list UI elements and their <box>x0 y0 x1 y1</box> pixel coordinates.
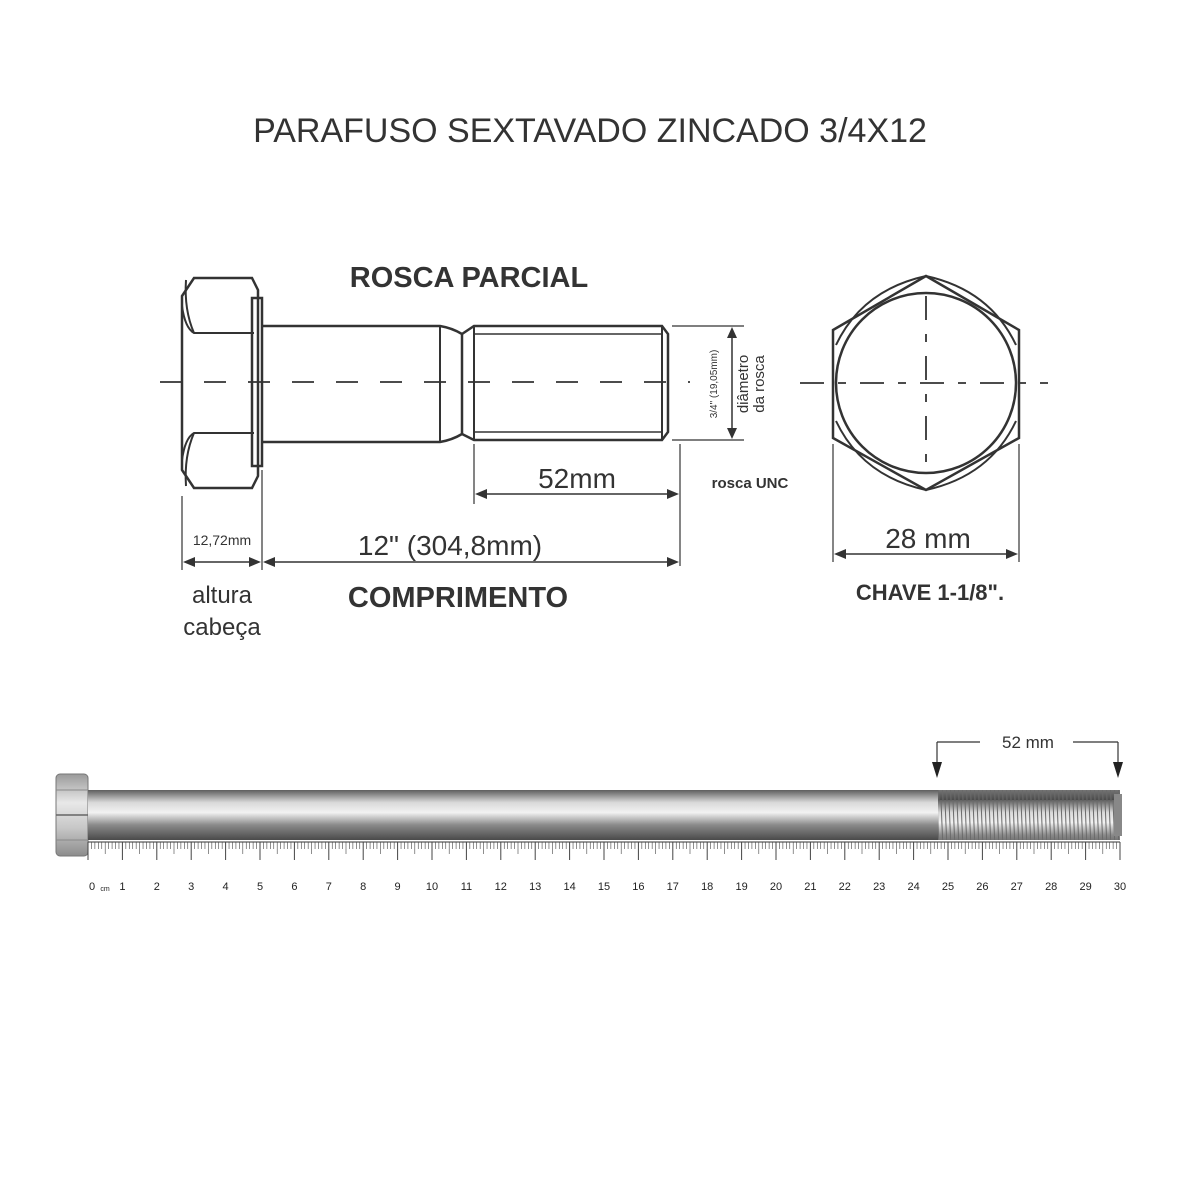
ruler-label: 8 <box>360 881 367 893</box>
ruler-label: 11 <box>460 881 473 893</box>
thread-diameter-dimension <box>672 326 744 440</box>
ruler-label: 2 <box>153 881 160 893</box>
thread-diameter-value: 3/4" (19,05mm) <box>709 349 720 419</box>
ruler-label: 26 <box>976 881 989 893</box>
thread-diameter-caption-line1: diâmetro <box>735 354 752 414</box>
ruler-label: 0 <box>88 881 96 893</box>
length-caption: COMPRIMENTO <box>347 582 569 614</box>
ruler-label: 1 <box>119 881 126 893</box>
ruler-label: 9 <box>394 881 401 893</box>
thread-standard-label: rosca UNC <box>711 475 789 492</box>
ruler-label: 20 <box>769 881 783 893</box>
thread-length-label: 52mm <box>538 463 616 494</box>
head-height-caption-line2: cabeça <box>183 614 261 641</box>
ruler-label: 23 <box>873 881 886 893</box>
bolt-end-view <box>800 276 1048 490</box>
ruler-labels <box>89 881 1126 893</box>
ruler-label: 30 <box>1113 881 1127 893</box>
ruler-label: 12 <box>494 881 507 893</box>
ruler-label: 15 <box>597 881 611 893</box>
ruler-label: 3 <box>188 881 195 893</box>
ruler-ticks <box>88 842 1120 860</box>
bolt-head-outline <box>182 278 258 488</box>
ruler-label: 13 <box>529 881 542 893</box>
ruler-label: 28 <box>1045 881 1058 893</box>
across-flats-label: 28 mm <box>885 523 971 554</box>
total-length-label: 12" (304,8mm) <box>357 530 543 561</box>
ruler-label: 4 <box>222 881 229 893</box>
bolt-shank <box>262 326 462 442</box>
ruler-label: 25 <box>941 881 955 893</box>
thread-type-label: ROSCA PARCIAL <box>349 262 589 294</box>
wrench-size-label: CHAVE 1-1/8". <box>855 580 1005 605</box>
ruler-label: 14 <box>563 881 576 893</box>
head-height-label: 12,72mm <box>192 532 252 548</box>
page-title: PARAFUSO SEXTAVADO ZINCADO 3/4X12 <box>253 112 927 150</box>
ruler-unit-label: cm <box>100 886 110 893</box>
photo-bolt-thread <box>938 790 1120 840</box>
head-height-caption-line1: altura <box>191 582 253 609</box>
thread-diameter-caption-line2: da rosca <box>751 355 768 413</box>
ruler-label: 21 <box>804 881 817 893</box>
bolt-photo <box>56 774 1122 856</box>
photo-bolt-shank <box>88 790 938 840</box>
ruler-label: 27 <box>1010 881 1023 893</box>
ruler-label: 22 <box>838 881 851 893</box>
ruler-label: 6 <box>291 881 298 893</box>
ruler-label: 17 <box>666 881 679 893</box>
ruler-label: 16 <box>632 881 645 893</box>
ruler <box>88 842 1126 893</box>
ruler-label: 29 <box>1079 881 1092 893</box>
ruler-label: 19 <box>735 881 748 893</box>
bolt-side-view <box>160 278 690 488</box>
ruler-label: 7 <box>325 881 332 893</box>
ruler-label: 18 <box>701 881 714 893</box>
ruler-label: 5 <box>256 881 264 893</box>
ruler-label: 10 <box>425 881 439 893</box>
ruler-label: 24 <box>907 881 920 893</box>
bolt-thread <box>462 326 668 440</box>
photo-thread-span-label: 52 mm <box>1002 733 1054 752</box>
